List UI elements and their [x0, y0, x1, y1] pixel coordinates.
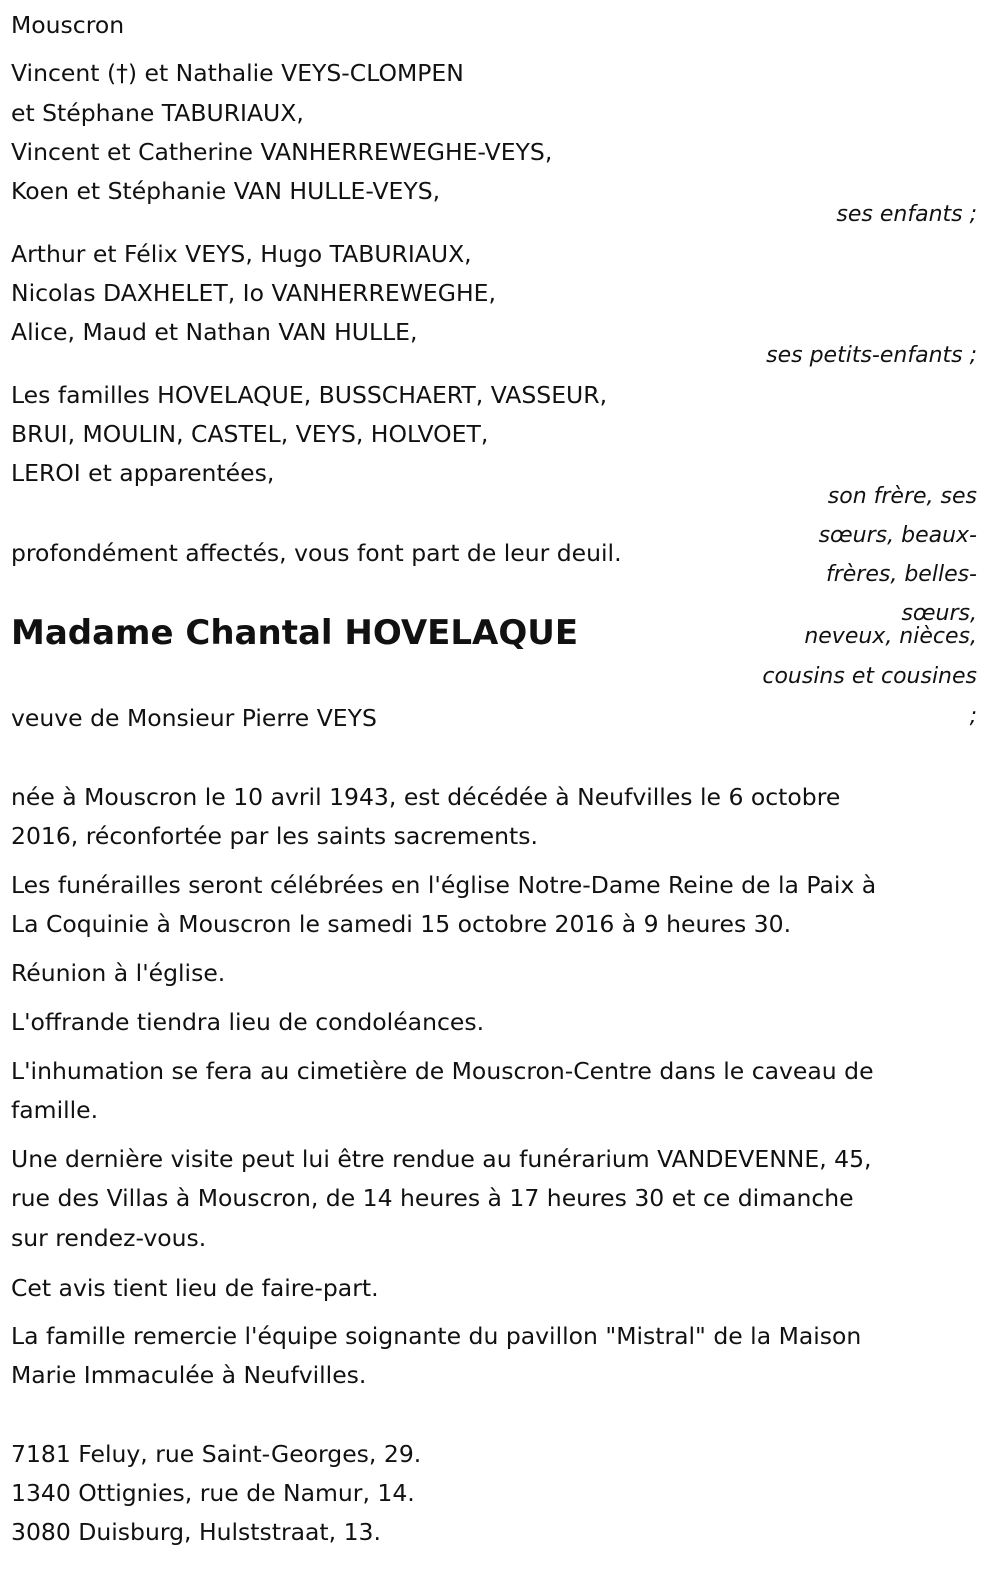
body-line: La famille remercie l'équipe soignante du pavillon "Mistral" de la Maison	[11, 1322, 862, 1350]
families-role: ;	[969, 704, 977, 729]
grandchildren-line: Alice, Maud et Nathan VAN HULLE,	[11, 318, 418, 346]
body-line: famille.	[11, 1096, 99, 1124]
address: 3080 Duisburg, Hulststraat, 13.	[11, 1518, 381, 1546]
children-line: Koen et Stéphanie VAN HULLE-VEYS,	[11, 177, 441, 205]
children-line: et Stéphane TABURIAUX,	[11, 99, 304, 127]
widow-of: veuve de Monsieur Pierre VEYS	[11, 704, 377, 732]
grandchildren-line: Arthur et Félix VEYS, Hugo TABURIAUX,	[11, 240, 472, 268]
families-line: Les familles HOVELAQUE, BUSSCHAERT, VASSEUR,	[11, 381, 608, 409]
children-line: Vincent (†) et Nathalie VEYS-CLOMPEN	[11, 59, 464, 87]
families-role: sœurs,	[901, 601, 977, 626]
grandchildren-line: Nicolas DAXHELET, Io VANHERREWEGHE,	[11, 279, 496, 307]
body-line: rue des Villas à Mouscron, de 14 heures à 17 heures 30 et ce dimanche	[11, 1184, 854, 1212]
announcement: profondément affectés, vous font part de leur deuil.	[11, 539, 622, 567]
body-line: sur rendez-vous.	[11, 1224, 207, 1252]
children-role: ses enfants ;	[836, 202, 977, 227]
families-line: BRUI, MOULIN, CASTEL, VEYS, HOLVOET,	[11, 420, 489, 448]
families-role: neveux, nièces,	[804, 624, 977, 649]
body-line: Les funérailles seront célébrées en l'église Notre-Dame Reine de la Paix à	[11, 871, 877, 899]
families-role: cousins et cousines	[762, 664, 977, 689]
city: Mouscron	[11, 11, 125, 39]
families-role: frères, belles-	[825, 562, 977, 587]
body-line: Réunion à l'église.	[11, 959, 226, 987]
families-line: LEROI et apparentées,	[11, 459, 275, 487]
body-line: Marie Immaculée à Neufvilles.	[11, 1361, 367, 1389]
body-line: Cet avis tient lieu de faire-part.	[11, 1274, 379, 1302]
grandchildren-role: ses petits-enfants ;	[766, 343, 977, 368]
body-line: née à Mouscron le 10 avril 1943, est décédée à Neufvilles le 6 octobre	[11, 783, 841, 811]
body-line: Une dernière visite peut lui être rendue au funérarium VANDEVENNE, 45,	[11, 1145, 872, 1173]
body-line: La Coquinie à Mouscron le samedi 15 octobre 2016 à 9 heures 30.	[11, 910, 792, 938]
body-line: L'offrande tiendra lieu de condoléances.	[11, 1008, 485, 1036]
address: 1340 Ottignies, rue de Namur, 14.	[11, 1479, 415, 1507]
children-line: Vincent et Catherine VANHERREWEGHE-VEYS,	[11, 138, 553, 166]
body-line: 2016, réconfortée par les saints sacrements.	[11, 822, 538, 850]
deceased-name: Madame Chantal HOVELAQUE	[11, 613, 579, 653]
families-role: son frère, ses	[827, 484, 977, 509]
body-line: L'inhumation se fera au cimetière de Mouscron-Centre dans le caveau de	[11, 1057, 874, 1085]
address: 7181 Feluy, rue Saint-Georges, 29.	[11, 1440, 422, 1468]
families-role: sœurs, beaux-	[818, 523, 977, 548]
